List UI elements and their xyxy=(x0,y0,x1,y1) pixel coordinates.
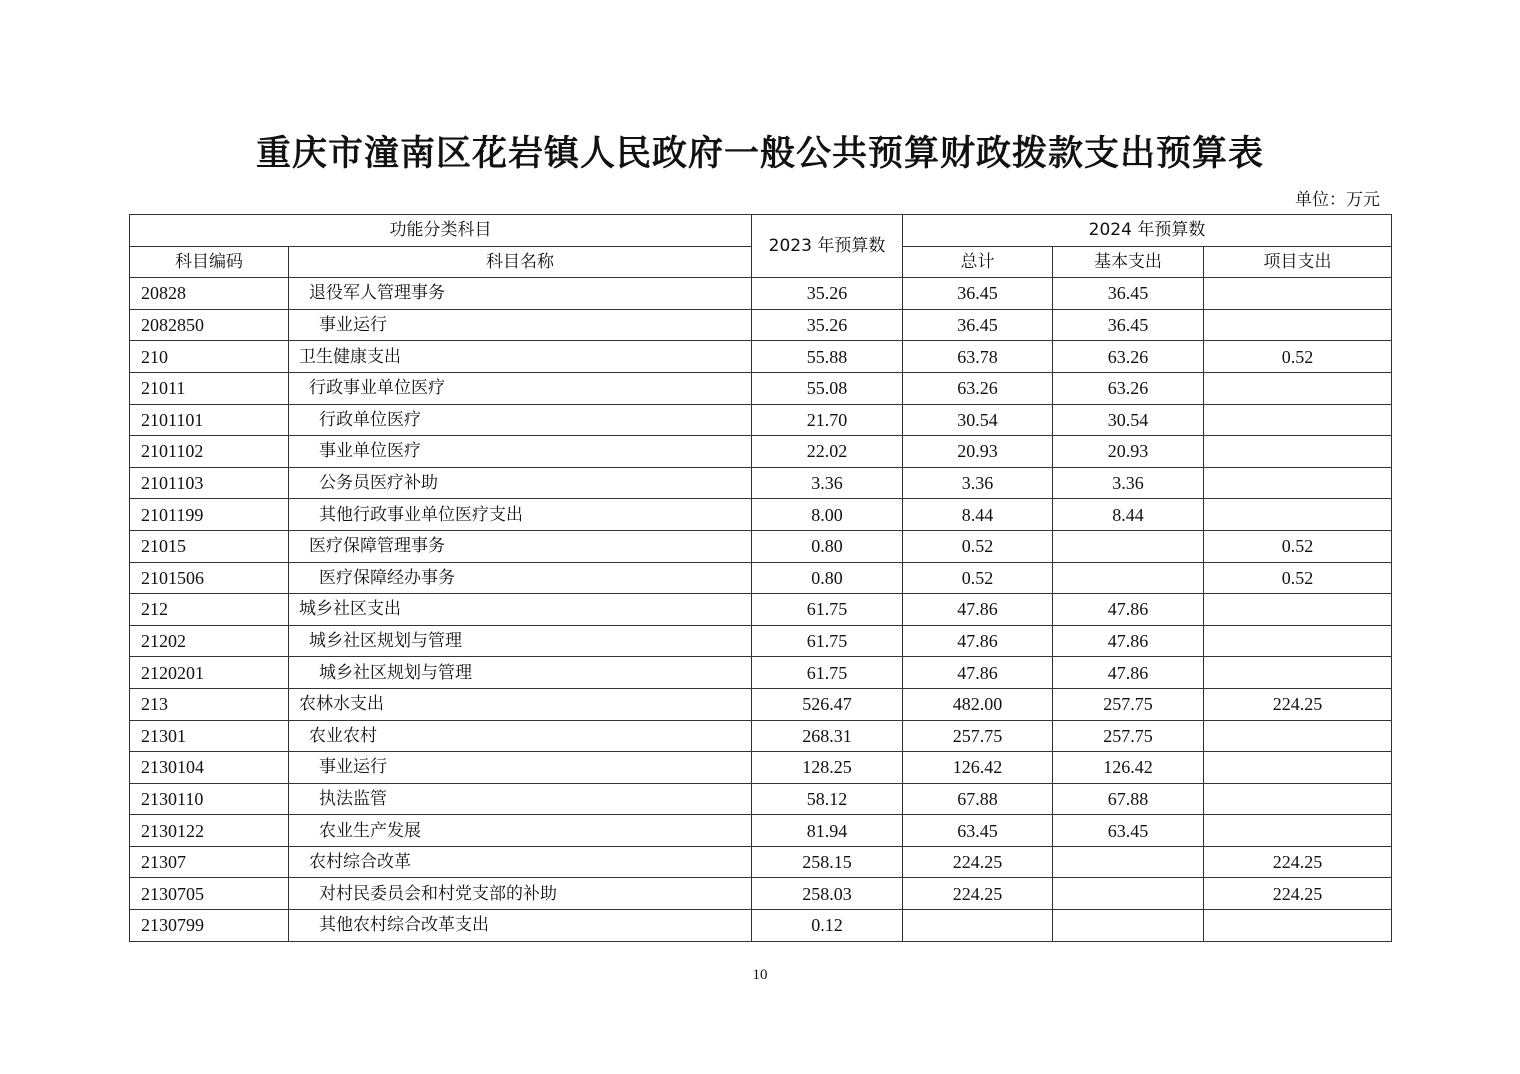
category-group-header: 功能分类科目 xyxy=(130,215,752,247)
basic-cell: 36.45 xyxy=(1053,309,1204,341)
table-row xyxy=(130,783,1392,815)
table-row xyxy=(130,752,1392,784)
budget-2023-cell: 61.75 xyxy=(752,625,903,657)
project-cell xyxy=(1204,499,1392,531)
table-row xyxy=(130,499,1392,531)
project-cell xyxy=(1204,372,1392,404)
table-row xyxy=(130,372,1392,404)
total-cell: 8.44 xyxy=(903,499,1053,531)
basic-cell: 257.75 xyxy=(1053,720,1204,752)
budget-2023-cell: 268.31 xyxy=(752,720,903,752)
basic-cell: 63.26 xyxy=(1053,341,1204,373)
budget-2023-cell: 22.02 xyxy=(752,436,903,468)
code-cell: 210 xyxy=(130,341,289,373)
total-cell: 63.26 xyxy=(903,372,1053,404)
basic-cell: 20.93 xyxy=(1053,436,1204,468)
project-cell: 224.25 xyxy=(1204,846,1392,878)
name-cell: 事业运行 xyxy=(289,752,752,784)
total-cell: 67.88 xyxy=(903,783,1053,815)
budget-2023-cell: 258.03 xyxy=(752,878,903,910)
basic-cell: 47.86 xyxy=(1053,594,1204,626)
budget-2023-cell: 81.94 xyxy=(752,815,903,847)
name-cell: 公务员医疗补助 xyxy=(289,467,752,499)
code-cell: 20828 xyxy=(130,278,289,310)
table-row xyxy=(130,688,1392,720)
page-title: 重庆市潼南区花岩镇人民政府一般公共预算财政拨款支出预算表 xyxy=(255,133,1264,174)
budget-2023-cell: 3.36 xyxy=(752,467,903,499)
code-cell: 21202 xyxy=(130,625,289,657)
table-row xyxy=(130,625,1392,657)
name-cell: 医疗保障经办事务 xyxy=(289,562,752,594)
code-cell: 2082850 xyxy=(130,309,289,341)
total-header: 总计 xyxy=(903,246,1053,278)
code-cell: 2130104 xyxy=(130,752,289,784)
code-header: 科目编码 xyxy=(130,246,289,278)
basic-cell: 3.36 xyxy=(1053,467,1204,499)
header-row-1 xyxy=(130,215,1392,247)
code-cell: 2101506 xyxy=(130,562,289,594)
name-cell: 农业生产发展 xyxy=(289,815,752,847)
budget-2024-header: 2024 年预算数 xyxy=(903,215,1392,247)
basic-cell: 257.75 xyxy=(1053,688,1204,720)
total-cell: 36.45 xyxy=(903,278,1053,310)
budget-2023-cell: 128.25 xyxy=(752,752,903,784)
budget-2023-cell: 0.12 xyxy=(752,910,903,942)
table-row xyxy=(130,815,1392,847)
basic-cell: 63.26 xyxy=(1053,372,1204,404)
budget-2023-cell: 258.15 xyxy=(752,846,903,878)
code-cell: 2101101 xyxy=(130,404,289,436)
basic-cell xyxy=(1053,530,1204,562)
total-cell: 30.54 xyxy=(903,404,1053,436)
total-cell: 36.45 xyxy=(903,309,1053,341)
table-row xyxy=(130,309,1392,341)
code-cell: 21301 xyxy=(130,720,289,752)
budget-2023-cell: 61.75 xyxy=(752,657,903,689)
project-cell xyxy=(1204,404,1392,436)
table-row xyxy=(130,878,1392,910)
total-cell: 482.00 xyxy=(903,688,1053,720)
total-cell: 47.86 xyxy=(903,594,1053,626)
budget-2023-cell: 55.88 xyxy=(752,341,903,373)
budget-2023-cell: 35.26 xyxy=(752,309,903,341)
table-row xyxy=(130,404,1392,436)
project-cell: 224.25 xyxy=(1204,878,1392,910)
total-cell: 47.86 xyxy=(903,625,1053,657)
total-cell: 224.25 xyxy=(903,846,1053,878)
table-row xyxy=(130,594,1392,626)
name-cell: 农村综合改革 xyxy=(289,846,752,878)
total-cell: 126.42 xyxy=(903,752,1053,784)
budget-2023-cell: 0.80 xyxy=(752,530,903,562)
budget-2023-cell: 55.08 xyxy=(752,372,903,404)
budget-2023-header: 2023 年预算数 xyxy=(752,215,903,278)
name-cell: 事业运行 xyxy=(289,309,752,341)
basic-cell: 47.86 xyxy=(1053,625,1204,657)
code-cell: 2120201 xyxy=(130,657,289,689)
code-cell: 2130799 xyxy=(130,910,289,942)
project-cell: 0.52 xyxy=(1204,341,1392,373)
total-cell: 63.45 xyxy=(903,815,1053,847)
code-cell: 2101102 xyxy=(130,436,289,468)
project-cell: 224.25 xyxy=(1204,688,1392,720)
project-cell xyxy=(1204,594,1392,626)
name-cell: 执法监管 xyxy=(289,783,752,815)
table-row xyxy=(130,720,1392,752)
total-cell: 224.25 xyxy=(903,878,1053,910)
total-cell: 63.78 xyxy=(903,341,1053,373)
budget-2023-cell: 58.12 xyxy=(752,783,903,815)
basic-cell xyxy=(1053,910,1204,942)
table-row xyxy=(130,436,1392,468)
name-cell: 退役军人管理事务 xyxy=(289,278,752,310)
table-row xyxy=(130,657,1392,689)
total-cell xyxy=(903,910,1053,942)
project-cell xyxy=(1204,625,1392,657)
budget-2023-cell: 35.26 xyxy=(752,278,903,310)
project-header: 项目支出 xyxy=(1204,246,1392,278)
project-cell xyxy=(1204,657,1392,689)
project-cell: 0.52 xyxy=(1204,530,1392,562)
basic-header: 基本支出 xyxy=(1053,246,1204,278)
total-cell: 3.36 xyxy=(903,467,1053,499)
name-cell: 事业单位医疗 xyxy=(289,436,752,468)
budget-2023-cell: 21.70 xyxy=(752,404,903,436)
code-cell: 213 xyxy=(130,688,289,720)
total-cell: 47.86 xyxy=(903,657,1053,689)
code-cell: 2101103 xyxy=(130,467,289,499)
name-cell: 其他农村综合改革支出 xyxy=(289,910,752,942)
code-cell: 2130705 xyxy=(130,878,289,910)
total-cell: 20.93 xyxy=(903,436,1053,468)
total-cell: 257.75 xyxy=(903,720,1053,752)
project-cell xyxy=(1204,752,1392,784)
page-number: 10 xyxy=(752,967,768,983)
code-cell: 2101199 xyxy=(130,499,289,531)
basic-cell xyxy=(1053,878,1204,910)
table-row xyxy=(130,562,1392,594)
code-cell: 21011 xyxy=(130,372,289,404)
table-row xyxy=(130,910,1392,942)
name-cell: 卫生健康支出 xyxy=(289,341,752,373)
code-cell: 212 xyxy=(130,594,289,626)
table-row xyxy=(130,846,1392,878)
name-header: 科目名称 xyxy=(289,246,752,278)
basic-cell: 36.45 xyxy=(1053,278,1204,310)
budget-table xyxy=(129,214,1392,942)
name-cell: 行政单位医疗 xyxy=(289,404,752,436)
code-cell: 2130110 xyxy=(130,783,289,815)
project-cell xyxy=(1204,910,1392,942)
budget-2023-cell: 526.47 xyxy=(752,688,903,720)
budget-2023-cell: 8.00 xyxy=(752,499,903,531)
project-cell xyxy=(1204,720,1392,752)
budget-2023-cell: 61.75 xyxy=(752,594,903,626)
basic-cell xyxy=(1053,562,1204,594)
basic-cell: 63.45 xyxy=(1053,815,1204,847)
basic-cell xyxy=(1053,846,1204,878)
code-cell: 21307 xyxy=(130,846,289,878)
project-cell: 0.52 xyxy=(1204,562,1392,594)
name-cell: 农林水支出 xyxy=(289,688,752,720)
table-row xyxy=(130,467,1392,499)
basic-cell: 8.44 xyxy=(1053,499,1204,531)
total-cell: 0.52 xyxy=(903,530,1053,562)
budget-2023-cell: 0.80 xyxy=(752,562,903,594)
project-cell xyxy=(1204,436,1392,468)
basic-cell: 30.54 xyxy=(1053,404,1204,436)
code-cell: 21015 xyxy=(130,530,289,562)
project-cell xyxy=(1204,309,1392,341)
basic-cell: 126.42 xyxy=(1053,752,1204,784)
name-cell: 农业农村 xyxy=(289,720,752,752)
table-row xyxy=(130,278,1392,310)
name-cell: 行政事业单位医疗 xyxy=(289,372,752,404)
name-cell: 其他行政事业单位医疗支出 xyxy=(289,499,752,531)
name-cell: 对村民委员会和村党支部的补助 xyxy=(289,878,752,910)
basic-cell: 47.86 xyxy=(1053,657,1204,689)
name-cell: 城乡社区规划与管理 xyxy=(289,625,752,657)
table-row xyxy=(130,341,1392,373)
project-cell xyxy=(1204,815,1392,847)
total-cell: 0.52 xyxy=(903,562,1053,594)
basic-cell: 67.88 xyxy=(1053,783,1204,815)
project-cell xyxy=(1204,783,1392,815)
code-cell: 2130122 xyxy=(130,815,289,847)
project-cell xyxy=(1204,278,1392,310)
name-cell: 城乡社区支出 xyxy=(289,594,752,626)
unit-label: 单位：万元 xyxy=(1295,190,1380,210)
name-cell: 城乡社区规划与管理 xyxy=(289,657,752,689)
name-cell: 医疗保障管理事务 xyxy=(289,530,752,562)
table-row xyxy=(130,530,1392,562)
project-cell xyxy=(1204,467,1392,499)
